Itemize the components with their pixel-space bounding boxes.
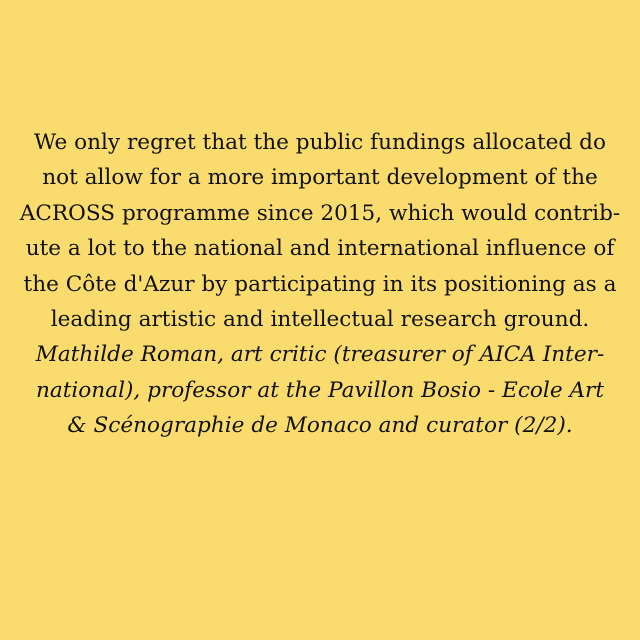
quote-line: ute a lot to the national and international influence of bbox=[25, 236, 615, 262]
attribution-line: & Scénographie de Monaco and curator (2/2). bbox=[67, 413, 573, 439]
quote-text-block bbox=[0, 125, 640, 444]
quote-line: ACROSS programme since 2015, which would contrib- bbox=[19, 200, 621, 226]
quote-line: not allow for a more important development of the bbox=[42, 165, 598, 191]
attribution-line: Mathilde Roman, art critic (treasurer of AICA Inter- bbox=[35, 342, 605, 368]
quote-line: We only regret that the public fundings allocated do bbox=[34, 130, 606, 155]
attribution-line: national), professor at the Pavillon Bosio - Ecole Art bbox=[35, 377, 605, 403]
quote-line: leading artistic and intellectual research ground. bbox=[50, 307, 590, 333]
quote-line: the Côte d'Azur by participating in its positioning as a bbox=[23, 271, 617, 297]
